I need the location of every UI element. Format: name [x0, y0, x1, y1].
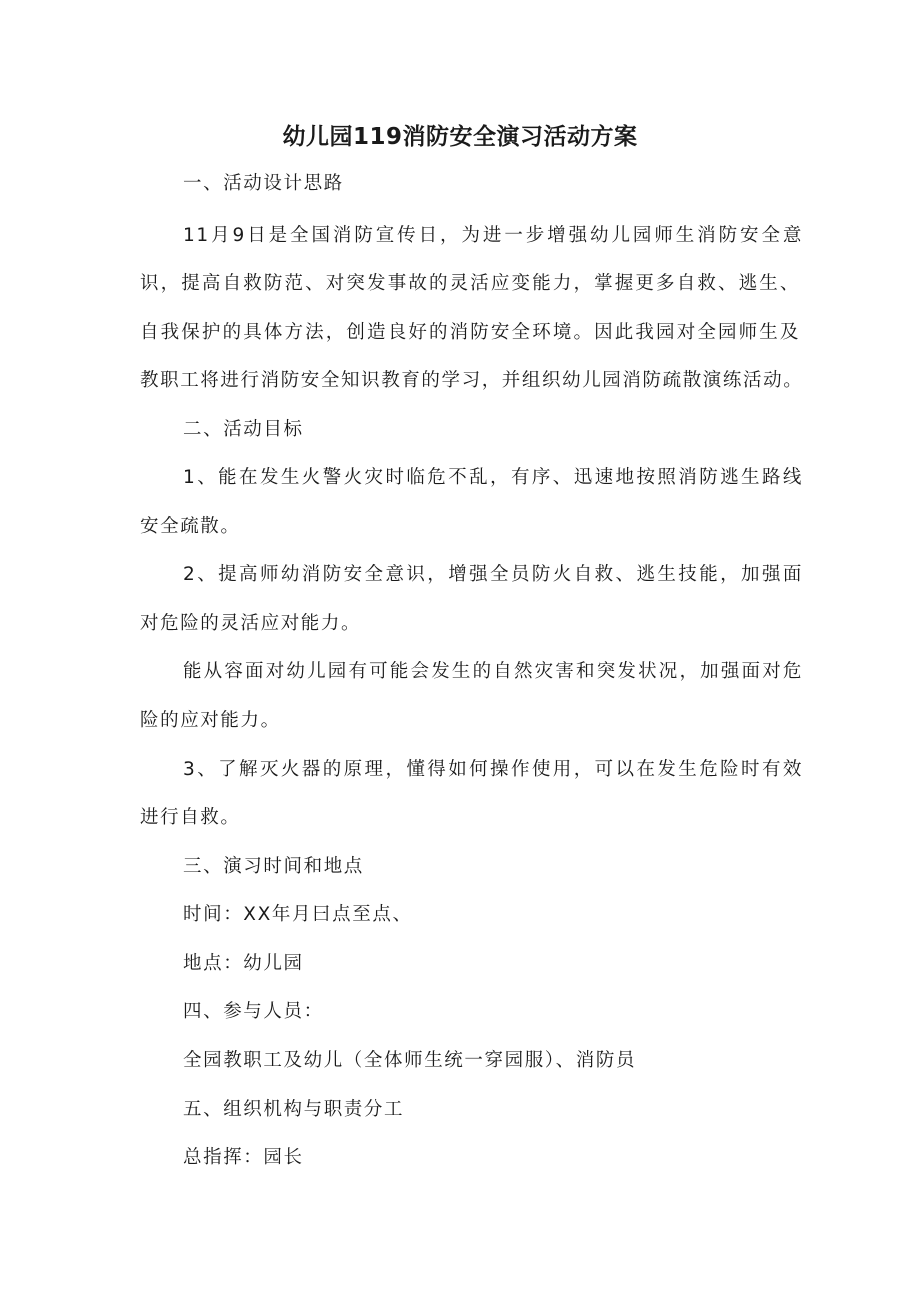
goal-item-2-continued: 对危险的灵活应对能力。 — [140, 613, 362, 634]
participants-line: 全园教职工及幼儿（全体师生统一穿园服）、消防员 — [183, 1050, 637, 1071]
time-line: 时间：XX年月曰点至点、 — [183, 904, 413, 925]
location-line: 地点：幼儿园 — [183, 953, 304, 974]
section-heading-1: 一、活动设计思路 — [183, 173, 344, 194]
section-heading-5: 五、组织机构与职责分工 — [183, 1099, 405, 1120]
document-title: 幼儿园119消防安全演习活动方案 — [282, 124, 638, 150]
goal-item-3: 3、了解灭火器的原理，懂得如何操作使用，可以在发生危险时有效 — [183, 759, 803, 780]
goal-paragraph-continued: 险的应对能力。 — [140, 710, 281, 731]
paragraph-line: 11月9日是全国消防宣传日，为进一步增强幼儿园师生消防安全意 — [183, 225, 803, 246]
paragraph-line: 识，提高自救防范、对突发事故的灵活应变能力，掌握更多自救、逃生、 — [140, 273, 800, 294]
paragraph-line: 教职工将进行消防安全知识教育的学习，并组织幼儿园消防疏散演练活动。 — [140, 370, 804, 391]
section-heading-2: 二、活动目标 — [183, 419, 304, 440]
goal-item-1: 1、能在发生火警火灾时临危不乱，有序、迅速地按照消防逃生路线 — [183, 467, 803, 488]
section-heading-3: 三、演习时间和地点 — [183, 856, 364, 877]
commander-line: 总指挥：园长 — [183, 1147, 304, 1168]
goal-item-2: 2、提高师幼消防安全意识，增强全员防火自救、逃生技能，加强面 — [183, 564, 803, 585]
paragraph-line: 自我保护的具体方法，创造良好的消防安全环境。因此我园对全园师生及 — [140, 322, 800, 343]
goal-paragraph: 能从容面对幼儿园有可能会发生的自然灾害和突发状况，加强面对危 — [183, 661, 803, 682]
goal-item-3-continued: 进行自救。 — [140, 807, 241, 828]
goal-item-1-continued: 安全疏散。 — [140, 516, 241, 537]
section-heading-4: 四、参与人员： — [183, 1001, 324, 1022]
